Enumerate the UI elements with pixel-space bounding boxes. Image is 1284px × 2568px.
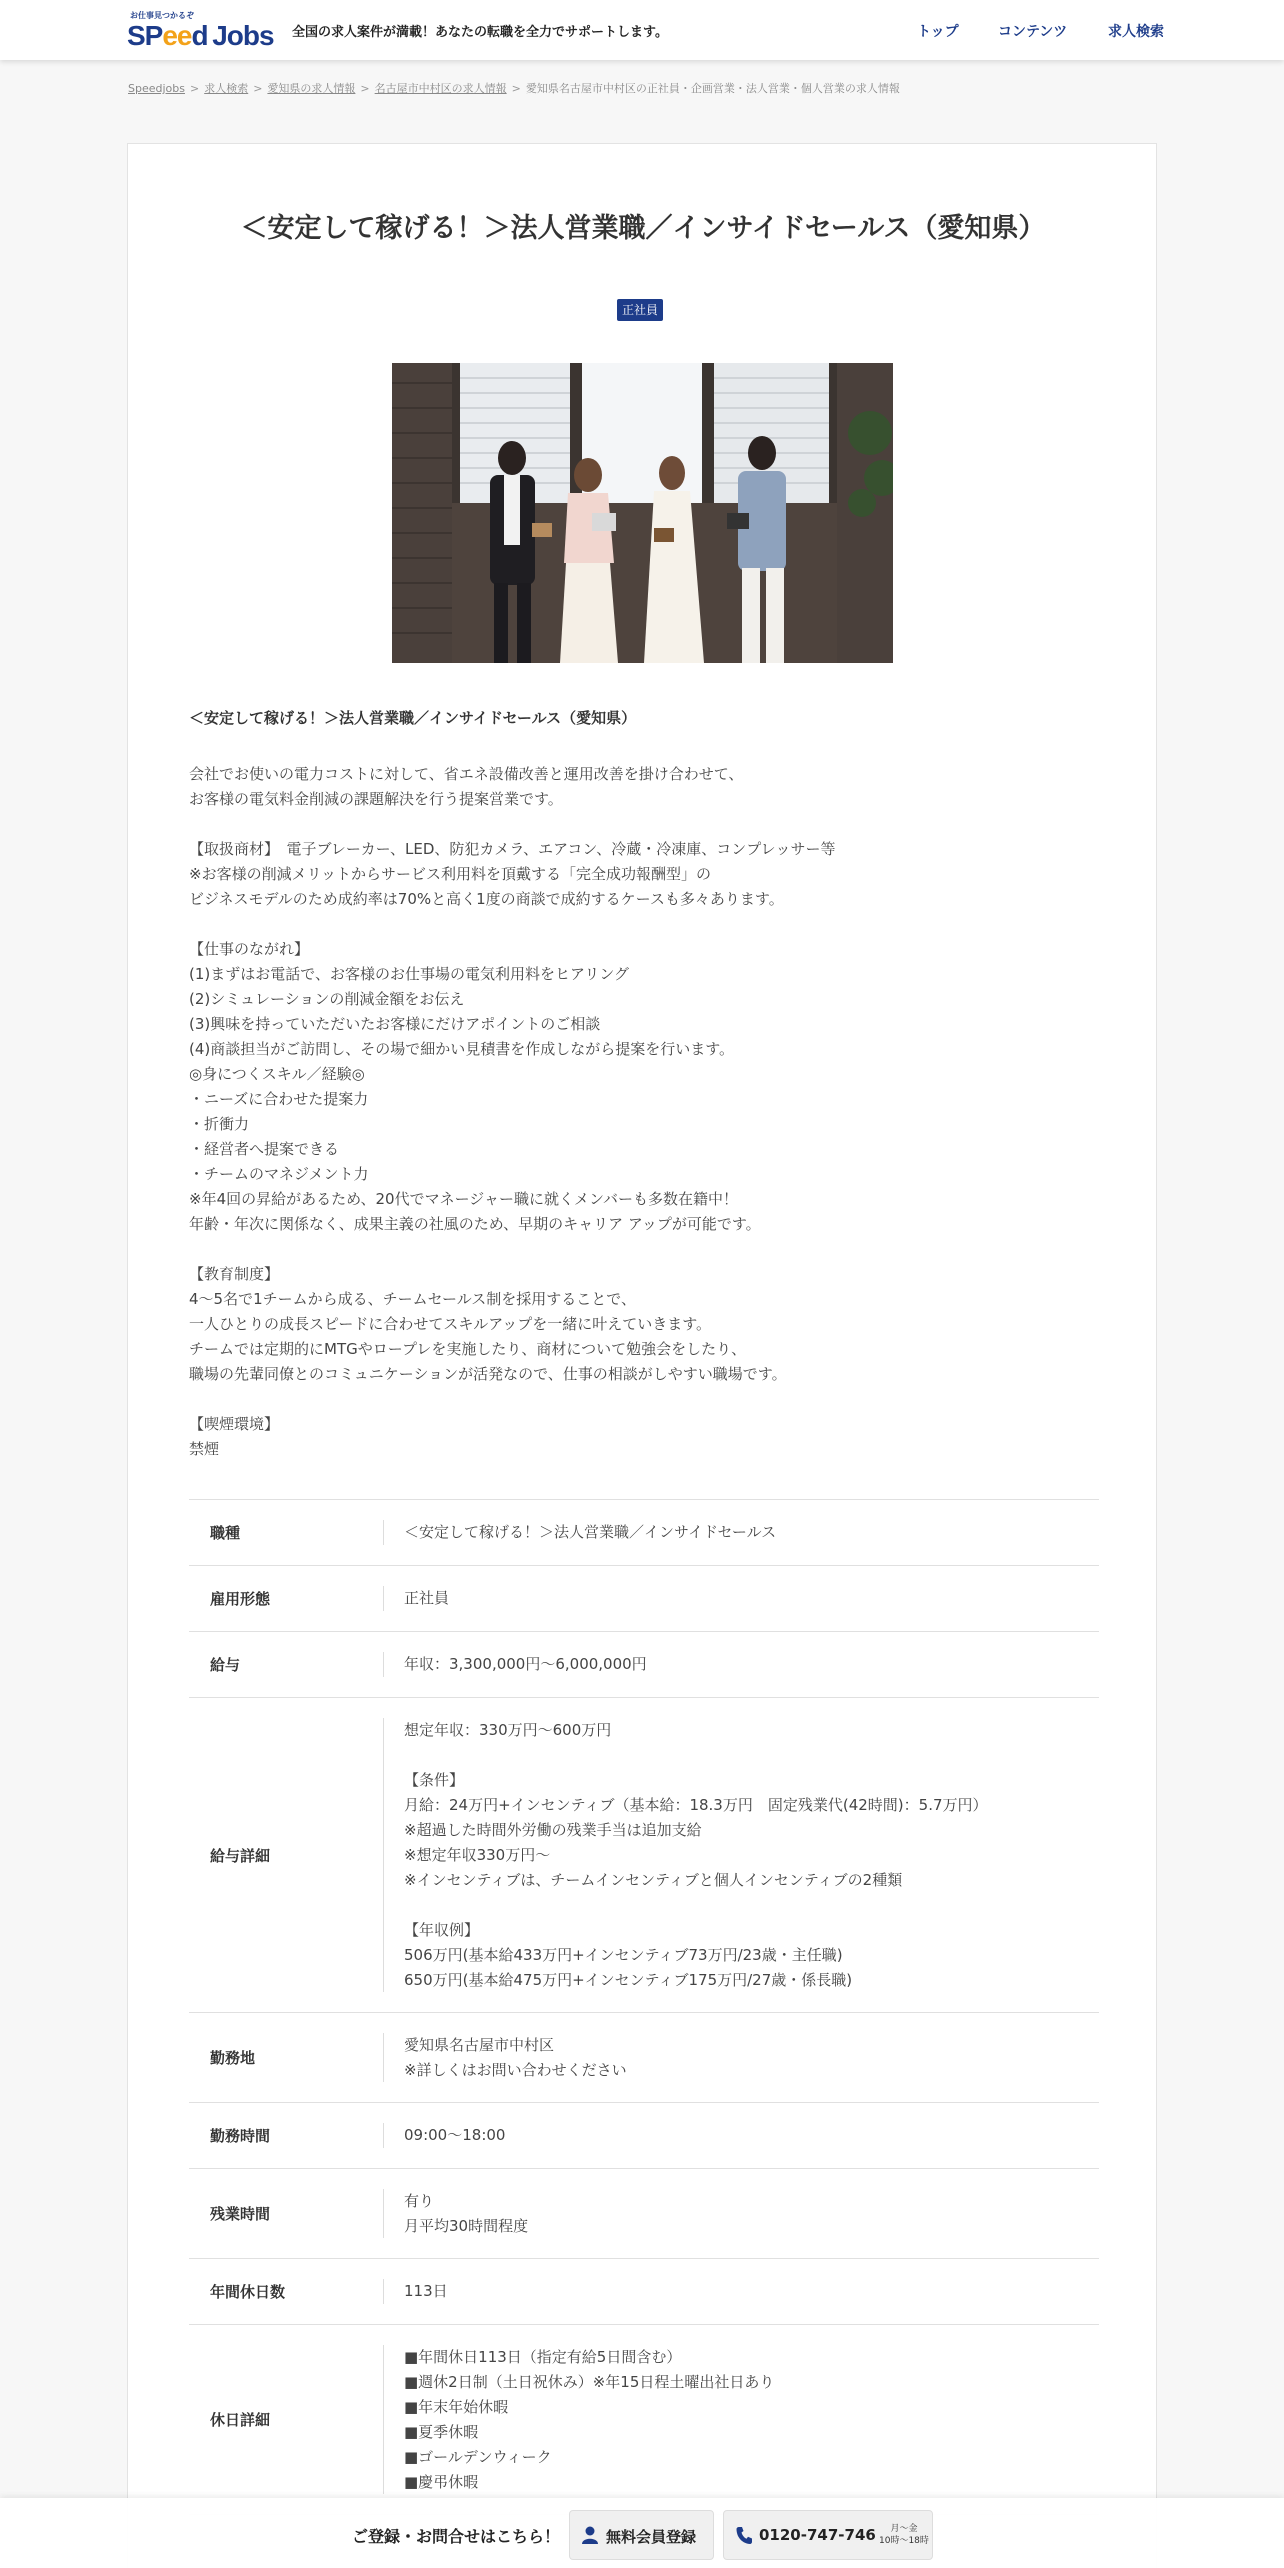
spec-value-line: ■慶弔休暇	[404, 2473, 479, 2491]
spec-value	[404, 2189, 528, 2239]
breadcrumb-separator-icon: >	[360, 82, 370, 95]
phone-contact-button[interactable]	[723, 2510, 933, 2560]
free-register-button[interactable]	[569, 2510, 714, 2560]
description-line	[189, 912, 1089, 937]
spec-value-line: 月平均30時間程度	[404, 2217, 529, 2235]
spec-row	[189, 1698, 1099, 2013]
nav-contents[interactable]: コンテンツ	[998, 24, 1068, 40]
spec-divider	[383, 2345, 384, 2494]
description-line	[189, 812, 1089, 837]
office-team-photo	[392, 363, 893, 663]
breadcrumb-current: 愛知県名古屋市中村区の正社員・企画営業・法人営業・個人営業の求人情報	[525, 82, 900, 95]
header-tagline: 全国の求人案件が満載！あなたの転職を全力でサポートします。	[292, 25, 668, 40]
spec-divider	[383, 2123, 384, 2148]
logo-speed: SP	[127, 20, 163, 51]
spec-row	[189, 2259, 1099, 2325]
breadcrumb-home[interactable]: Speedjobs	[128, 82, 185, 95]
business-time: 10時～18時	[879, 2536, 929, 2546]
logo-tagline: お仕事見つかるぞ	[130, 11, 194, 20]
spec-divider	[383, 1652, 384, 1677]
breadcrumb-separator-icon: >	[189, 82, 200, 95]
description-line: ◎身につくスキル／経験◎	[189, 1065, 365, 1083]
spec-value-line: 想定年収：330万円〜600万円	[404, 1721, 612, 1739]
phone-number: 0120-747-746	[759, 2526, 876, 2544]
description-line: 【仕事のながれ】	[189, 940, 310, 958]
description-line: お客様の電気料金削減の課題解決を行う提案営業です。	[189, 790, 563, 808]
spec-label: 給与詳細	[210, 1846, 271, 1865]
description-line: 【教育制度】	[189, 1265, 280, 1283]
description-line: (1)まずはお電話で、お客様のお仕事場の電気利用料をヒアリング	[189, 965, 630, 983]
spec-row	[189, 1632, 1099, 1698]
spec-value-line: ※想定年収330万円～	[404, 1846, 551, 1864]
description-line: 4～5名で1チームから成る、チームセールス制を採用することで、	[189, 1290, 636, 1308]
spec-divider	[383, 1520, 384, 1545]
breadcrumb-separator-icon: >	[511, 82, 521, 95]
spec-value-line: 506万円(基本給433万円+インセンティブ73万円/23歳・主任職)	[404, 1946, 843, 1964]
description-line: (3)興味を持っていただいたお客様にだけアポイントのご相談	[189, 1015, 601, 1033]
description-line	[189, 1387, 1089, 1412]
spec-value	[404, 1520, 776, 1545]
spec-divider	[383, 1718, 384, 1992]
spec-value	[404, 2345, 774, 2495]
spec-value-line: 【条件】	[404, 1771, 465, 1789]
description-line	[189, 1237, 1089, 1262]
logo-jobs: Jobs	[212, 20, 274, 51]
spec-row	[189, 2013, 1099, 2103]
spec-value-line: ※インセンティブは、チームインセンティブと個人インセンティブの2種類	[404, 1871, 903, 1889]
breadcrumb-job-search[interactable]: 求人検索	[204, 82, 249, 95]
spec-value-line: 愛知県名古屋市中村区	[404, 2036, 555, 2054]
spec-value-line: ■年間休日113日（指定有給5日間含む）	[404, 2348, 682, 2366]
user-icon	[582, 2526, 598, 2544]
job-title: ＜安定して稼げる！＞法人営業職／インサイドセールス（愛知県）	[240, 213, 1046, 244]
spec-value-line: ■週休2日制（土日祝休み）※年15日程土曜出社日あり	[404, 2373, 775, 2391]
spec-label: 勤務地	[210, 2049, 256, 2067]
spec-divider	[383, 2279, 384, 2304]
description-line: ビジネスモデルのため成約率は70%と高く1度の商談で成約するケースも多々あります。	[189, 890, 784, 908]
description-line: (2)シミュレーションの削減金額をお伝え	[189, 990, 465, 1008]
free-register-label: 無料会員登録	[606, 2528, 697, 2546]
spec-value	[404, 1718, 988, 1993]
spec-value-line: ※詳しくはお問い合わせください	[404, 2061, 627, 2079]
spec-value-line: 年収：3,300,000円～6,000,000円	[404, 1655, 647, 1673]
spec-value-line: ※超過した時間外労働の残業手当は追加支給	[404, 1821, 702, 1839]
spec-value-line: ＜安定して稼げる！＞法人営業職／インサイドセールス	[404, 1523, 777, 1541]
breadcrumb-separator-icon: >	[253, 82, 263, 95]
spec-value-line: ■夏季休暇	[404, 2423, 479, 2441]
spec-row	[189, 2325, 1099, 2515]
spec-label: 職種	[210, 1524, 241, 1542]
spec-label: 残業時間	[210, 2205, 271, 2223]
breadcrumb-prefecture[interactable]: 愛知県の求人情報	[267, 82, 356, 95]
business-hours	[879, 2523, 929, 2547]
business-days: 月～金	[890, 2524, 918, 2534]
spec-value-line: 月給：24万円+インセンティブ（基本給：18.3万円 固定残業代(42時間)：5.7万円）	[404, 1796, 988, 1814]
description-line: ※お客様の削減メリットからサービス利用料を頂戴する「完全成功報酬型」の	[189, 865, 711, 883]
spec-row	[189, 2169, 1099, 2259]
contact-footer-bar	[0, 2498, 1284, 2568]
spec-divider	[383, 1586, 384, 1611]
spec-divider	[383, 2033, 384, 2082]
speedjobs-logo[interactable]	[127, 10, 277, 50]
breadcrumb	[128, 80, 900, 96]
description-line: ・折衝力	[189, 1115, 250, 1133]
spec-value-line	[404, 1743, 988, 1768]
spec-value	[404, 1586, 449, 1611]
job-photo	[392, 363, 893, 663]
description-line: 禁煙	[189, 1440, 220, 1458]
phone-icon	[736, 2526, 752, 2544]
description-line: (4)商談担当がご訪問し、その場で細かい見積書を作成しながら提案を行います。	[189, 1040, 735, 1058]
spec-label: 給与	[210, 1656, 241, 1674]
spec-label: 雇用形態	[210, 1590, 271, 1608]
description-line: 【取扱商材】 電子ブレーカー、LED、防犯カメラ、エアコン、冷蔵・冷凍庫、コンプレッサー等	[189, 840, 836, 858]
spec-divider	[383, 2189, 384, 2238]
spec-value-line: 09:00〜18:00	[404, 2126, 506, 2144]
spec-value	[404, 2279, 448, 2304]
spec-value-line: 113日	[404, 2282, 448, 2300]
nav-job-search[interactable]: 求人検索	[1108, 24, 1164, 40]
spec-value-line: 【年収例】	[404, 1921, 480, 1939]
description-line: ※年4回の昇給があるため、20代でマネージャー職に就くメンバーも多数在籍中！	[189, 1190, 738, 1208]
description-line: ・経営者へ提案できる	[189, 1140, 340, 1158]
site-header	[0, 0, 1284, 60]
contact-prompt: ご登録・お問合せはこちら！	[352, 2527, 561, 2546]
logo-d: d	[191, 20, 208, 51]
spec-value-line: ■ゴールデンウィーク	[404, 2448, 552, 2466]
description-line: チームでは定期的にMTGやロープレを実施したり、商材について勉強会をしたり、	[189, 1340, 747, 1358]
job-subtitle: ＜安定して稼げる！＞法人営業職／インサイドセールス（愛知県）	[189, 709, 637, 727]
employment-type-badge: 正社員	[617, 299, 663, 321]
spec-label: 休日詳細	[210, 2411, 271, 2429]
spec-value-line	[404, 1893, 988, 1918]
spec-value-line: 650万円(基本給475万円+インセンティブ175万円/27歳・係長職)	[404, 1971, 853, 1989]
job-spec-table	[189, 1499, 1099, 2515]
job-description	[189, 762, 1089, 1462]
logo-ee: ee	[162, 20, 192, 51]
nav-top[interactable]: トップ	[917, 24, 959, 40]
spec-label: 勤務時間	[210, 2127, 271, 2145]
spec-value-line: ■年末年始休暇	[404, 2398, 509, 2416]
description-line: 一人ひとりの成長スピードに合わせてスキルアップを一緒に叶えていきます。	[189, 1315, 712, 1333]
description-line: 年齢・年次に関係なく、成果主義の社風のため、早期のキャリア アップが可能です。	[189, 1215, 761, 1233]
spec-value	[404, 2123, 505, 2148]
description-line: 会社でお使いの電力コストに対して、省エネ設備改善と運用改善を掛け合わせて、	[189, 765, 744, 783]
spec-row	[189, 2103, 1099, 2169]
job-detail-card	[127, 143, 1157, 2568]
spec-row	[189, 1566, 1099, 1632]
description-line: ・チームのマネジメント力	[189, 1165, 369, 1183]
breadcrumb-city[interactable]: 名古屋市中村区の求人情報	[374, 82, 507, 95]
description-line: ・ニーズに合わせた提案力	[189, 1090, 369, 1108]
description-line: 職場の先輩同僚とのコミュニケーションが活発なので、仕事の相談がしやすい職場です。	[189, 1365, 787, 1383]
spec-value	[404, 1652, 647, 1677]
spec-row	[189, 1500, 1099, 1566]
spec-value	[404, 2033, 627, 2083]
description-line: 【喫煙環境】	[189, 1415, 280, 1433]
spec-label: 年間休日数	[210, 2283, 286, 2301]
spec-value-line: 有り	[404, 2192, 435, 2210]
spec-value-line: 正社員	[404, 1589, 450, 1607]
